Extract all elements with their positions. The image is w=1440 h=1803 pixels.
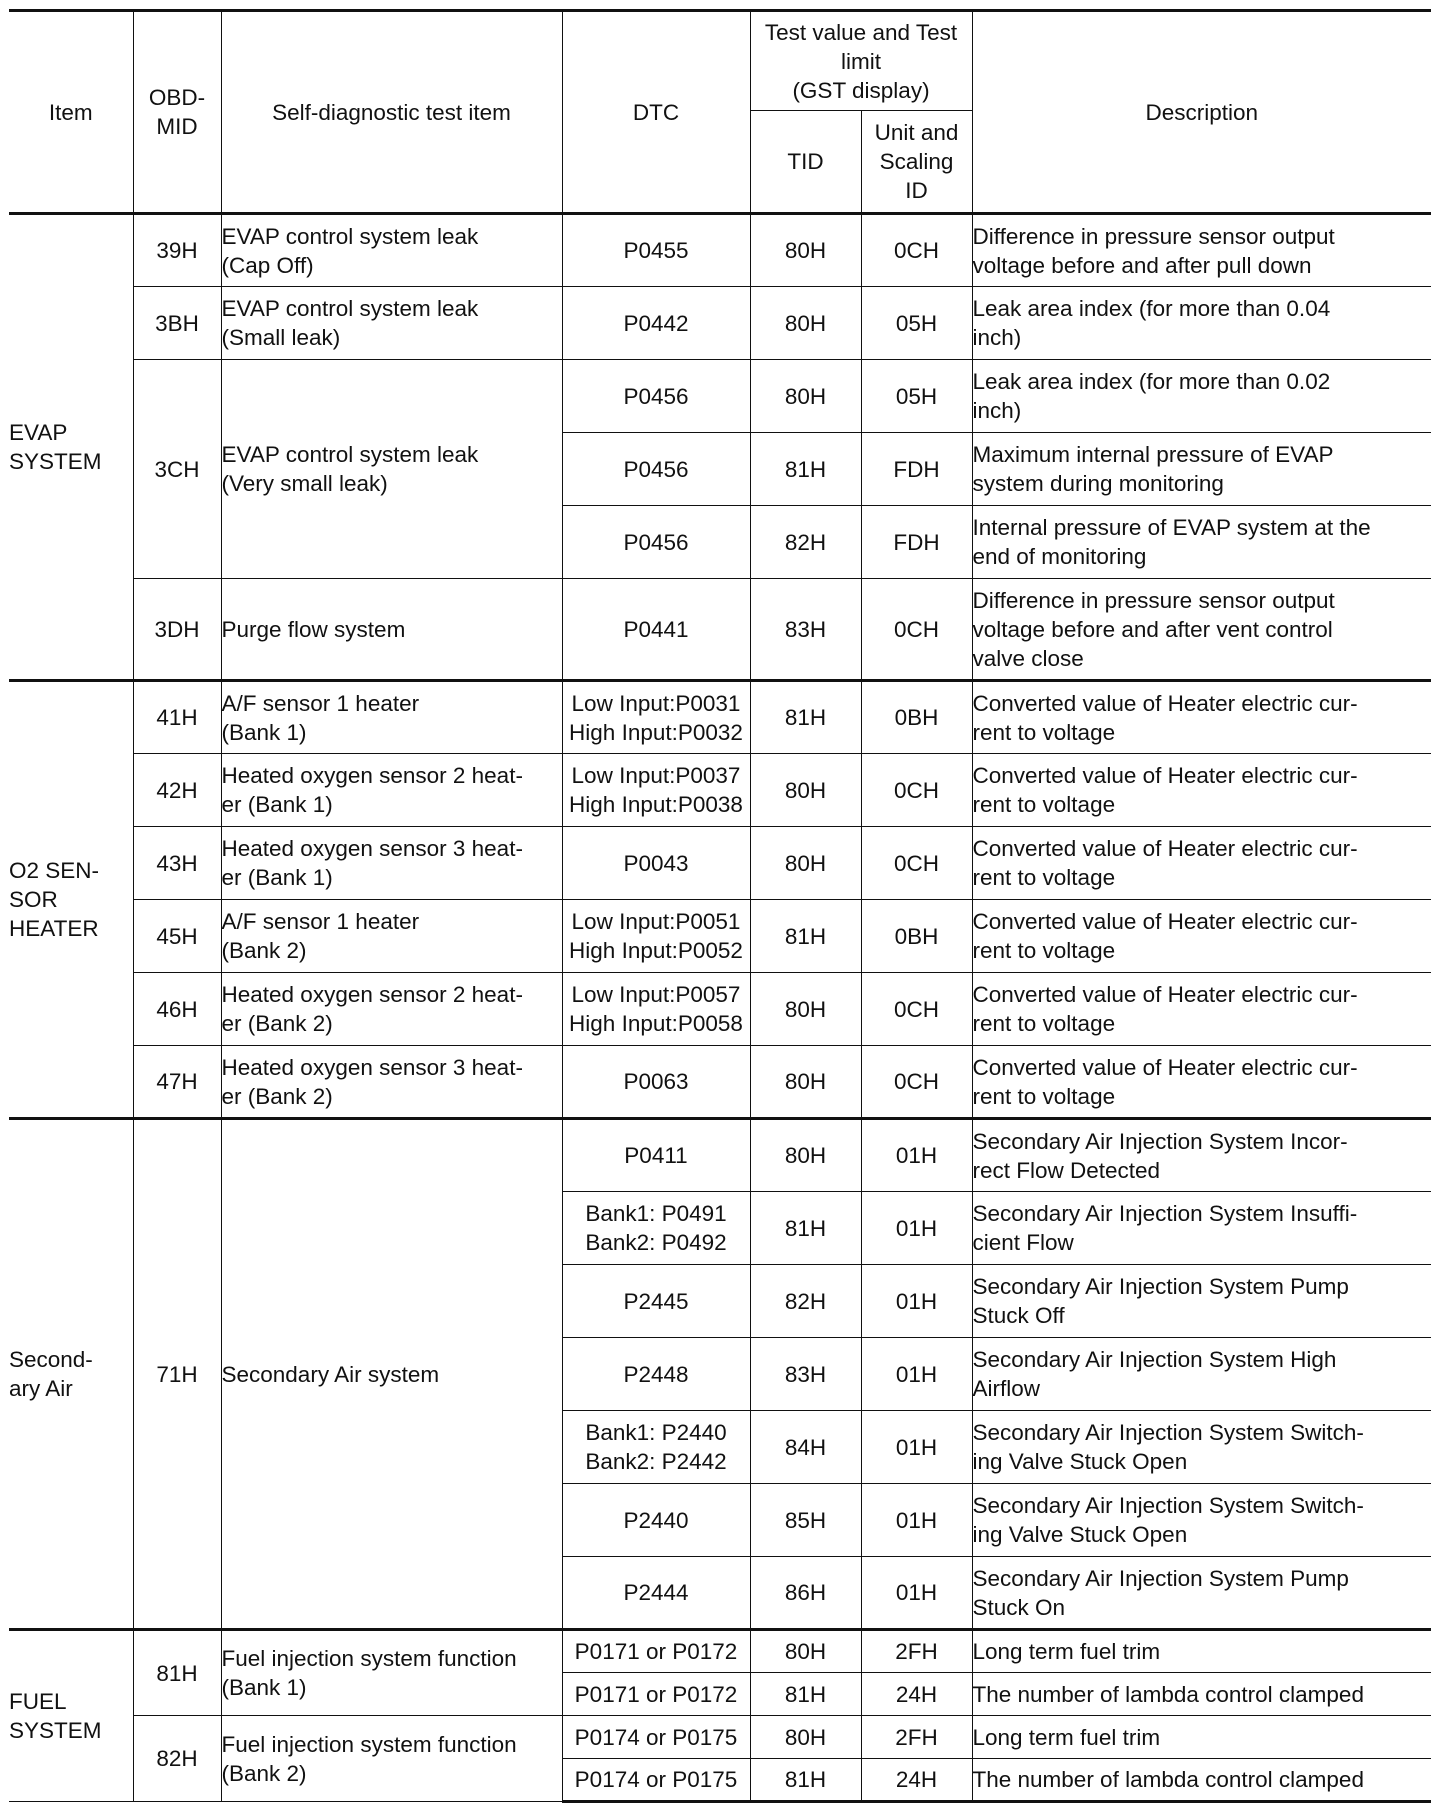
test-item-cell: EVAP control system leak (Small leak)	[221, 287, 562, 360]
unit-cell: 0CH	[861, 214, 972, 287]
table-row	[9, 1119, 1431, 1192]
obd-mid-cell: 71H	[133, 1119, 221, 1630]
item-evap-system: EVAP SYSTEM	[9, 214, 133, 681]
obd-mid-cell: 43H	[133, 827, 221, 900]
obd-mid-cell: 42H	[133, 754, 221, 827]
table-row	[9, 287, 1431, 360]
description-cell: Difference in pressure sensor output voltage before and after vent control valve close	[972, 579, 1431, 681]
unit-cell: 01H	[861, 1119, 972, 1192]
unit-cell: 01H	[861, 1411, 972, 1484]
tid-cell: 81H	[750, 1759, 861, 1802]
dtc-cell: Low Input:P0057 High Input:P0058	[562, 973, 750, 1046]
test-item-cell: Heated oxygen sensor 2 heat- er (Bank 1)	[221, 754, 562, 827]
table-row	[9, 681, 1431, 754]
dtc-cell: Bank1: P0491 Bank2: P0492	[562, 1192, 750, 1265]
tid-cell: 80H	[750, 973, 861, 1046]
table-row	[9, 360, 1431, 433]
unit-cell: 01H	[861, 1338, 972, 1411]
header-item: Item	[9, 11, 133, 214]
obd-mid-cell: 47H	[133, 1046, 221, 1119]
tid-cell: 80H	[750, 1046, 861, 1119]
unit-cell: 01H	[861, 1265, 972, 1338]
tid-cell: 86H	[750, 1557, 861, 1630]
header-test-item: Self-diagnostic test item	[221, 11, 562, 214]
dtc-cell: Low Input:P0037 High Input:P0038	[562, 754, 750, 827]
header-description: Description	[972, 11, 1431, 214]
dtc-cell: Low Input:P0031 High Input:P0032	[562, 681, 750, 754]
description-cell: Converted value of Heater electric cur- rent to voltage	[972, 1046, 1431, 1119]
tid-cell: 81H	[750, 900, 861, 973]
dtc-cell: P0063	[562, 1046, 750, 1119]
unit-cell: 01H	[861, 1484, 972, 1557]
unit-cell: 05H	[861, 360, 972, 433]
obd-mid-cell: 39H	[133, 214, 221, 287]
description-cell: Secondary Air Injection System Switch- ing Valve Stuck Open	[972, 1484, 1431, 1557]
test-item-cell: EVAP control system leak (Very small leak)	[221, 360, 562, 579]
description-cell: Long term fuel trim	[972, 1630, 1431, 1673]
obd-mid-cell: 3BH	[133, 287, 221, 360]
tid-cell: 81H	[750, 1192, 861, 1265]
dtc-cell: Bank1: P2440 Bank2: P2442	[562, 1411, 750, 1484]
item-o2-sensor-heater: O2 SEN- SOR HEATER	[9, 681, 133, 1119]
dtc-cell: P0174 or P0175	[562, 1716, 750, 1759]
test-item-cell: EVAP control system leak (Cap Off)	[221, 214, 562, 287]
tid-cell: 80H	[750, 1630, 861, 1673]
obd-mid-cell: 82H	[133, 1716, 221, 1802]
dtc-cell: P0171 or P0172	[562, 1630, 750, 1673]
tid-cell: 80H	[750, 214, 861, 287]
obd-mid-cell: 46H	[133, 973, 221, 1046]
tid-cell: 82H	[750, 1265, 861, 1338]
dtc-cell: P0171 or P0172	[562, 1673, 750, 1716]
dtc-cell: P0442	[562, 287, 750, 360]
header-tid: TID	[750, 111, 861, 214]
tid-cell: 80H	[750, 287, 861, 360]
description-cell: The number of lambda control clamped	[972, 1673, 1431, 1716]
unit-cell: 0BH	[861, 900, 972, 973]
dtc-cell: P0043	[562, 827, 750, 900]
test-item-cell: Fuel injection system function (Bank 1)	[221, 1630, 562, 1716]
unit-cell: 0CH	[861, 579, 972, 681]
test-item-cell: Fuel injection system function (Bank 2)	[221, 1716, 562, 1802]
dtc-cell: Low Input:P0051 High Input:P0052	[562, 900, 750, 973]
dtc-cell: P0411	[562, 1119, 750, 1192]
diagnostic-table	[9, 9, 1431, 1803]
unit-cell: 0CH	[861, 1046, 972, 1119]
obd-mid-cell: 3CH	[133, 360, 221, 579]
description-cell: Converted value of Heater electric cur- rent to voltage	[972, 827, 1431, 900]
header-obd-mid: OBD- MID	[133, 11, 221, 214]
obd-mid-cell: 41H	[133, 681, 221, 754]
test-item-cell: Secondary Air system	[221, 1119, 562, 1630]
unit-cell: 2FH	[861, 1630, 972, 1673]
dtc-cell: P2448	[562, 1338, 750, 1411]
tid-cell: 80H	[750, 754, 861, 827]
tid-cell: 81H	[750, 681, 861, 754]
unit-cell: 01H	[861, 1557, 972, 1630]
tid-cell: 80H	[750, 360, 861, 433]
header-dtc: DTC	[562, 11, 750, 214]
dtc-cell: P0456	[562, 360, 750, 433]
unit-cell: 24H	[861, 1759, 972, 1802]
table-row	[9, 1630, 1431, 1673]
header-test-value: Test value and Test limit (GST display)	[750, 11, 972, 111]
dtc-cell: P2445	[562, 1265, 750, 1338]
unit-cell: 0CH	[861, 973, 972, 1046]
table-row	[9, 579, 1431, 681]
table-row	[9, 754, 1431, 827]
table-row	[9, 973, 1431, 1046]
unit-cell: 01H	[861, 1192, 972, 1265]
description-cell: Difference in pressure sensor output voltage before and after pull down	[972, 214, 1431, 287]
description-cell: Secondary Air Injection System Switch- ing Valve Stuck Open	[972, 1411, 1431, 1484]
test-item-cell: Heated oxygen sensor 2 heat- er (Bank 2)	[221, 973, 562, 1046]
table-row	[9, 214, 1431, 287]
item-secondary-air: Second- ary Air	[9, 1119, 133, 1630]
description-cell: Secondary Air Injection System Pump Stuck On	[972, 1557, 1431, 1630]
dtc-cell: P2440	[562, 1484, 750, 1557]
test-item-cell: Heated oxygen sensor 3 heat- er (Bank 2)	[221, 1046, 562, 1119]
test-item-cell: Heated oxygen sensor 3 heat- er (Bank 1)	[221, 827, 562, 900]
description-cell: Leak area index (for more than 0.04 inch)	[972, 287, 1431, 360]
tid-cell: 81H	[750, 1673, 861, 1716]
header-unit-scaling-id: Unit and Scaling ID	[861, 111, 972, 214]
unit-cell: 0BH	[861, 681, 972, 754]
unit-cell: 0CH	[861, 754, 972, 827]
tid-cell: 83H	[750, 579, 861, 681]
unit-cell: 24H	[861, 1673, 972, 1716]
unit-cell: FDH	[861, 433, 972, 506]
unit-cell: 0CH	[861, 827, 972, 900]
tid-cell: 80H	[750, 1119, 861, 1192]
tid-cell: 83H	[750, 1338, 861, 1411]
test-item-cell: Purge flow system	[221, 579, 562, 681]
dtc-cell: P0456	[562, 506, 750, 579]
tid-cell: 80H	[750, 827, 861, 900]
test-item-cell: A/F sensor 1 heater (Bank 1)	[221, 681, 562, 754]
dtc-cell: P0441	[562, 579, 750, 681]
obd-mid-cell: 3DH	[133, 579, 221, 681]
dtc-cell: P0456	[562, 433, 750, 506]
description-cell: Maximum internal pressure of EVAP system during monitoring	[972, 433, 1431, 506]
unit-cell: 2FH	[861, 1716, 972, 1759]
dtc-cell: P0455	[562, 214, 750, 287]
item-fuel-system: FUEL SYSTEM	[9, 1630, 133, 1802]
tid-cell: 84H	[750, 1411, 861, 1484]
description-cell: Converted value of Heater electric cur- rent to voltage	[972, 754, 1431, 827]
description-cell: Secondary Air Injection System Incor- rect Flow Detected	[972, 1119, 1431, 1192]
table-row	[9, 1716, 1431, 1759]
table-row	[9, 1046, 1431, 1119]
description-cell: Leak area index (for more than 0.02 inch)	[972, 360, 1431, 433]
description-cell: Converted value of Heater electric cur- rent to voltage	[972, 681, 1431, 754]
description-cell: Secondary Air Injection System High Airflow	[972, 1338, 1431, 1411]
description-cell: Converted value of Heater electric cur- rent to voltage	[972, 973, 1431, 1046]
dtc-cell: P0174 or P0175	[562, 1759, 750, 1802]
description-cell: Long term fuel trim	[972, 1716, 1431, 1759]
description-cell: Secondary Air Injection System Insuffi- cient Flow	[972, 1192, 1431, 1265]
tid-cell: 80H	[750, 1716, 861, 1759]
table-row	[9, 827, 1431, 900]
tid-cell: 85H	[750, 1484, 861, 1557]
unit-cell: FDH	[861, 506, 972, 579]
test-item-cell: A/F sensor 1 heater (Bank 2)	[221, 900, 562, 973]
unit-cell: 05H	[861, 287, 972, 360]
dtc-cell: P2444	[562, 1557, 750, 1630]
table-row	[9, 900, 1431, 973]
obd-mid-cell: 45H	[133, 900, 221, 973]
description-cell: Converted value of Heater electric cur- rent to voltage	[972, 900, 1431, 973]
obd-mid-cell: 81H	[133, 1630, 221, 1716]
description-cell: The number of lambda control clamped	[972, 1759, 1431, 1802]
tid-cell: 82H	[750, 506, 861, 579]
tid-cell: 81H	[750, 433, 861, 506]
description-cell: Internal pressure of EVAP system at the end of monitoring	[972, 506, 1431, 579]
description-cell: Secondary Air Injection System Pump Stuck Off	[972, 1265, 1431, 1338]
